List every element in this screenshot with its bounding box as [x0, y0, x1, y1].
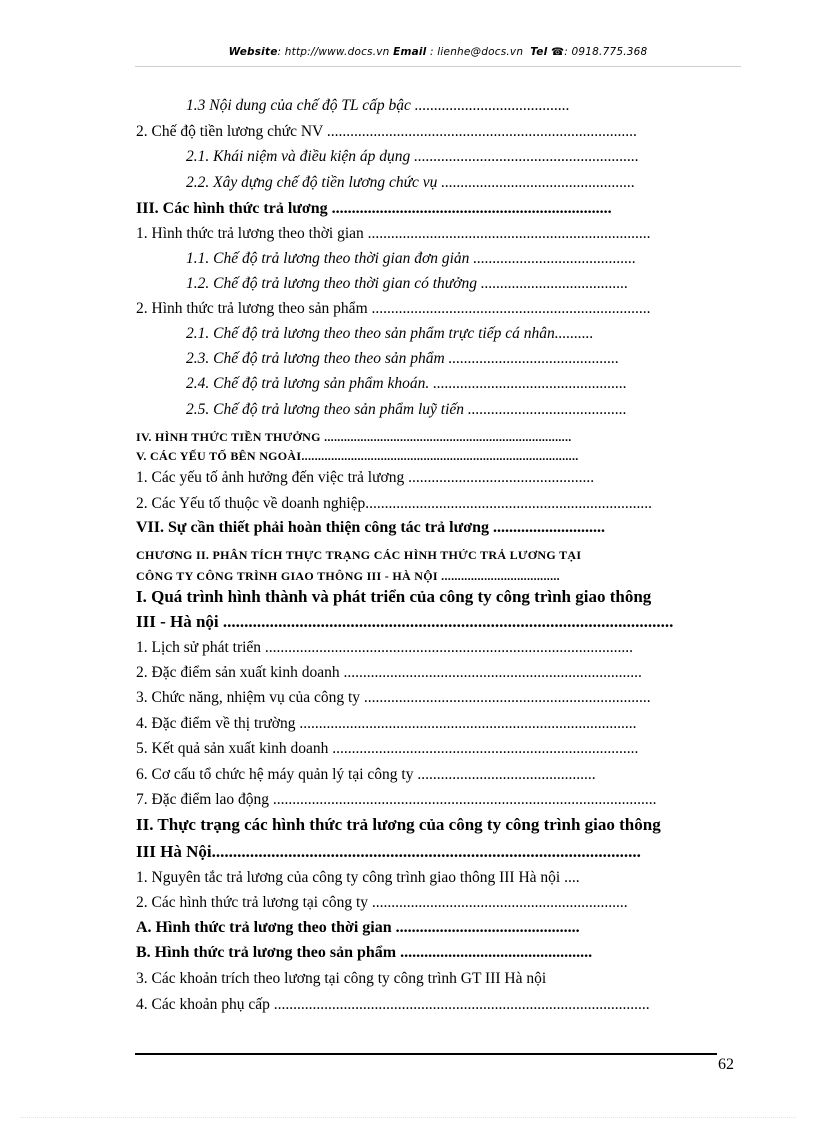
toc-section-heading: IV. HÌNH THỨC TIỀN THƯỞNG ...........................................................................: [136, 430, 572, 444]
toc-section-heading: III. Các hình thức trả lương ......................................................................: [136, 200, 612, 217]
toc-entry: 3. Các khoản trích theo lương tại công ty công trình GT III Hà nội: [136, 970, 547, 987]
bottom-border: [20, 1117, 796, 1118]
toc-entry: 1. Hình thức trả lương theo thời gian .........................................................................: [136, 225, 651, 242]
toc-section-heading: A. Hình thức trả lương theo thời gian ..............................................: [136, 919, 580, 936]
toc-entry: 2.1. Chế độ trả lương theo theo sản phẩm trực tiếp cá nhân..........: [186, 325, 594, 342]
header-divider: [135, 66, 741, 67]
toc-entry: 2.4. Chế độ trả lương sản phẩm khoán. ..................................................: [186, 375, 627, 392]
toc-entry: 1. Lịch sử phát triển ...............................................................................................: [136, 639, 634, 656]
toc-section-heading: II. Thực trạng các hình thức trả lương của công ty công trình giao thông: [136, 815, 661, 834]
toc-entry: 2. Các Yếu tố thuộc về doanh nghiệp..........................................................................: [136, 495, 653, 512]
toc-chapter-heading: CHƯƠNG II. PHÂN TÍCH THỰC TRẠNG CÁC HÌNH THỨC TRẢ LƯƠNG TẠI: [136, 548, 582, 562]
website-value: : http://www.docs.vn: [277, 46, 390, 58]
phone-icon: ☎: [550, 46, 565, 58]
toc-section-heading: III - Hà nội ..........................................................................................................: [136, 612, 674, 631]
toc-entry: 7. Đặc điểm lao động ...................................................................................................: [136, 791, 657, 808]
page-header: [135, 46, 741, 58]
toc-entry: 1. Các yếu tố ảnh hưởng đến việc trả lương ................................................: [136, 469, 595, 486]
toc-entry: 6. Cơ cấu tổ chức hệ máy quản lý tại công ty ..............................................: [136, 766, 596, 783]
toc-section-heading: VII. Sự cần thiết phải hoàn thiện công tác trả lương ............................: [136, 519, 605, 536]
toc-entry: 1.1. Chế độ trả lương theo thời gian đơn giản ..........................................: [186, 250, 637, 267]
toc-entry: 5. Kết quả sản xuất kinh doanh ...............................................................................: [136, 740, 639, 757]
toc-section-heading: V. CÁC YẾU TỐ BÊN NGOÀI....................................................................................: [136, 449, 579, 463]
tel-value: : 0918.775.368: [564, 46, 648, 58]
email-value: : lienhe@docs.vn: [426, 46, 524, 58]
toc-entry: 1. Nguyên tắc trả lương của công ty công trình giao thông III Hà nội ....: [136, 869, 580, 886]
toc-section-heading: III Hà Nội.....................................................................................................: [136, 842, 641, 861]
toc-section-heading: B. Hình thức trả lương theo sản phẩm ................................................: [136, 944, 593, 961]
footer-divider: [135, 1053, 717, 1055]
tel-label: Tel: [530, 46, 548, 58]
toc-entry: 3. Chức năng, nhiệm vụ của công ty ..........................................................................: [136, 689, 651, 706]
toc-entry: 4. Đặc điểm về thị trường .......................................................................................: [136, 715, 637, 732]
toc-entry: 2.3. Chế độ trả lương theo theo sản phẩm ............................................: [186, 350, 620, 367]
website-label: Website: [228, 46, 278, 58]
toc-entry: 2.1. Khái niệm và điều kiện áp dụng ..........................................................: [186, 148, 639, 165]
toc-entry: 2. Hình thức trả lương theo sản phẩm ........................................................................: [136, 300, 651, 317]
toc-entry: 2. Đặc điểm sản xuất kinh doanh .............................................................................: [136, 664, 642, 681]
toc-entry: 2.5. Chế độ trả lương theo sản phẩm luỹ tiến .........................................: [186, 401, 627, 418]
toc-section-heading: I. Quá trình hình thành và phát triển của công ty công trình giao thông: [136, 587, 652, 606]
toc-entry: 2.2. Xây dựng chế độ tiền lương chức vụ ..................................................: [186, 174, 636, 191]
toc-chapter-heading: CÔNG TY CÔNG TRÌNH GIAO THÔNG III - HÀ NỘI ....................................: [136, 569, 560, 583]
toc-entry: 4. Các khoản phụ cấp .................................................................................................: [136, 996, 650, 1013]
toc-entry: 2. Các hình thức trả lương tại công ty ..................................................................: [136, 894, 628, 911]
toc-entry: 2. Chế độ tiền lương chức NV ................................................................................: [136, 123, 637, 140]
toc-entry: 1.2. Chế độ trả lương theo thời gian có thưởng ......................................: [186, 275, 629, 292]
toc-entry: 1.3 Nội dung của chế độ TL cấp bậc ........................................: [186, 97, 570, 114]
email-label: Email: [393, 46, 427, 58]
page-number: 62: [718, 1056, 734, 1073]
